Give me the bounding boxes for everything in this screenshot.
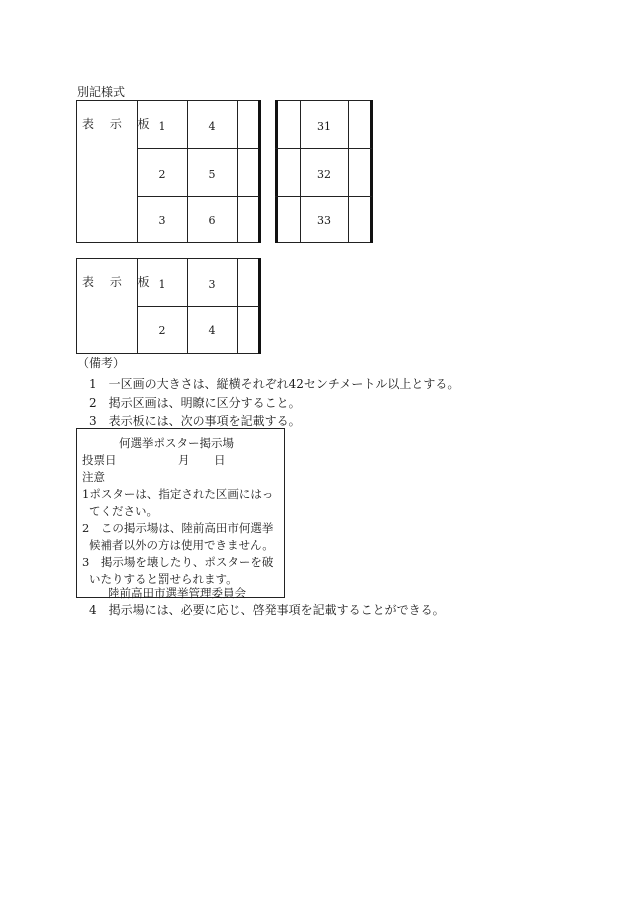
day-label: 日: [214, 453, 226, 467]
notice-line: 候補者以外の方は使用できません。: [89, 538, 274, 552]
cell-number: 31: [317, 120, 331, 133]
notice-line: てください。: [89, 504, 158, 518]
board-1-label: 表 示 板: [82, 117, 156, 131]
notice-line: いたりすると罰せられます。: [89, 572, 238, 586]
notice-box: [76, 428, 285, 598]
vote-date-label: 投票日: [82, 453, 117, 467]
note-2: 2 掲示区画は、明瞭に区分すること。: [89, 396, 301, 410]
board-2: [275, 100, 373, 243]
board-3-label: 表 示 板: [82, 275, 156, 289]
notes-heading: （備考）: [77, 356, 126, 370]
cell-number: 2: [158, 324, 166, 337]
note-4: 4 掲示場には、必要に応じ、啓発事項を記載することができる。: [89, 603, 445, 617]
cell-number: 3: [158, 214, 166, 227]
note-1: 1 一区画の大きさは、縦横それぞれ42センチメートル以上とする。: [89, 377, 460, 391]
cell-number: 4: [208, 120, 216, 133]
cell-number: 33: [317, 214, 331, 227]
cell-number: 32: [317, 168, 331, 181]
cell-number: 4: [208, 324, 216, 337]
month-label: 月: [178, 453, 190, 467]
cell-number: 6: [208, 214, 216, 227]
cell-number: 2: [158, 168, 166, 181]
notice-signature: 陸前高田市選挙管理委員会: [108, 586, 246, 600]
note-3: 3 表示板には、次の事項を記載する。: [89, 414, 301, 428]
caution-label: 注意: [82, 470, 105, 484]
cell-number: 5: [208, 168, 216, 181]
cell-number: 1: [158, 120, 166, 133]
form-title: 別記様式: [77, 85, 126, 99]
notice-line: 1ポスターは、指定された区画にはっ: [82, 487, 274, 501]
board-1: [76, 100, 260, 243]
cell-number: 1: [158, 278, 166, 291]
cell-number: 3: [208, 278, 216, 291]
notice-line: 3 掲示場を壊したり、ポスターを破: [82, 555, 274, 569]
notice-line: 2 この掲示場は、陸前高田市何選挙: [82, 521, 274, 535]
notice-heading: 何選挙ポスター掲示場: [119, 436, 234, 450]
board-3: [76, 258, 260, 354]
